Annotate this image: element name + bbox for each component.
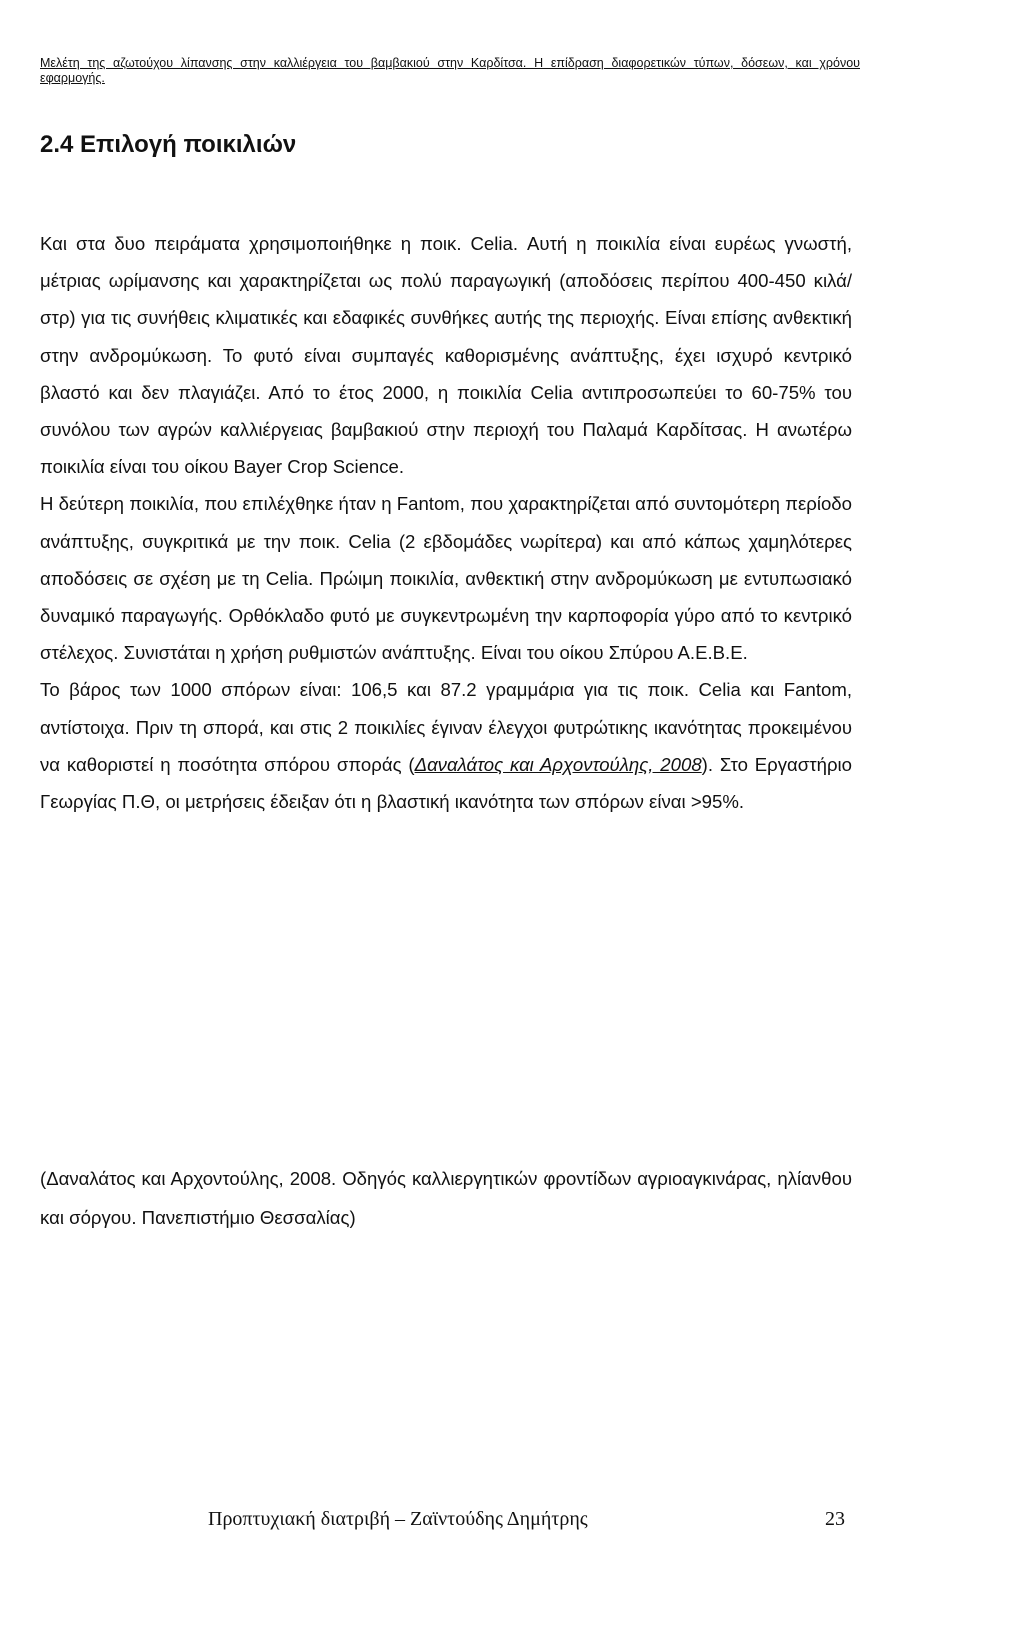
body-text (40, 225, 852, 820)
paragraph-seed-weight (40, 671, 852, 820)
page-footer (0, 1499, 1024, 1539)
seed-text-before: Το βάρος των 1000 σπόρων είναι: 106,5 και 87.2 γραμμάρια για τις ποικ. Celia και Fantom, αντίστοιχα. Πριν τη σπορά, και στις 2 ποικιλίες έγιναν έλεγχοι φυτρώτικης ικανότητας προκειμένου να καθοριστεί η ποσότητα σπόρου σποράς ( (40, 679, 852, 775)
page-number: 23 (825, 1508, 845, 1530)
seed-text-after: ). Στο Εργαστήριο Γεωργίας Π.Θ, οι μετρήσεις έδειξαν ότι η βλαστική ικανότητα των σπόρων είναι >95%. (40, 753, 853, 813)
inline-citation: Δαναλάτος και Αρχοντούλης, 2008 (414, 753, 702, 775)
section-title: 2.4 Επιλογή ποικιλιών (40, 131, 297, 158)
paragraph-fantom: Η δεύτερη ποικιλία, που επιλέχθηκε ήταν η Fantom, που χαρακτηρίζεται από συντομότερη περίοδο ανάπτυξης, συγκριτικά με την ποικ. Celia (2 εβδομάδες νωρίτερα) και από κάπως χαμηλότερες αποδόσεις σε σχέση με τη Celia. Πρώιμη ποικιλία, ανθεκτική στην ανδρομύκωση με εντυπωσιακό δυναμικό παραγωγής. Ορθόκλαδο φυτό με συγκεντρωμένη την καρποφορία γύρο από το κεντρικό στέλεχος. Συνιστάται η χρήση ρυθμιστών ανάπτυξης. Είναι του οίκου Σπύρου Α.Ε.Β.Ε. (40, 493, 852, 664)
running-header: Μελέτη της αζωτούχου λίπανσης στην καλλιέργεια του βαμβακιού στην Καρδίτσα. Η επίδραση διαφορετικών τύπων, δόσεων, και χρόνου εφαρμογής. (40, 56, 860, 85)
reference-note: (Δαναλάτος και Αρχοντούλης, 2008. Οδηγός καλλιεργητικών φροντίδων αγριοαγκινάρας, ηλίανθου και σόργου. Πανεπιστήμιο Θεσσαλίας) (40, 1168, 852, 1228)
footer-author: Προπτυχιακή διατριβή – Ζαϊντούδης Δημήτρης (208, 1508, 588, 1530)
paragraph-celia: Και στα δυο πειράματα χρησιμοποιήθηκε η ποικ. Celia. Αυτή η ποικιλία είναι ευρέως γνωστή, μέτριας ωρίμανσης και χαρακτηρίζεται ως πολύ παραγωγική (αποδόσεις περίπου 400-450 κιλά/στρ) για τις συνήθεις κλιματικές και εδαφικές συνθήκες αυτής της περιοχής. Είναι επίσης ανθεκτική στην ανδρομύκωση. Το φυτό είναι συμπαγές καθορισμένης ανάπτυξης, έχει ισχυρό κεντρικό βλαστό και δεν πλαγιάζει. Από το έτος 2000, η ποικιλία Celia αντιπροσωπεύει το 60-75% του συνόλου των αγρών καλλιέργειας βαμβακιού στην περιοχή του Παλαμά Καρδίτσας. Η ανωτέρω ποικιλία είναι του οίκου Bayer Crop Science. (40, 233, 852, 478)
